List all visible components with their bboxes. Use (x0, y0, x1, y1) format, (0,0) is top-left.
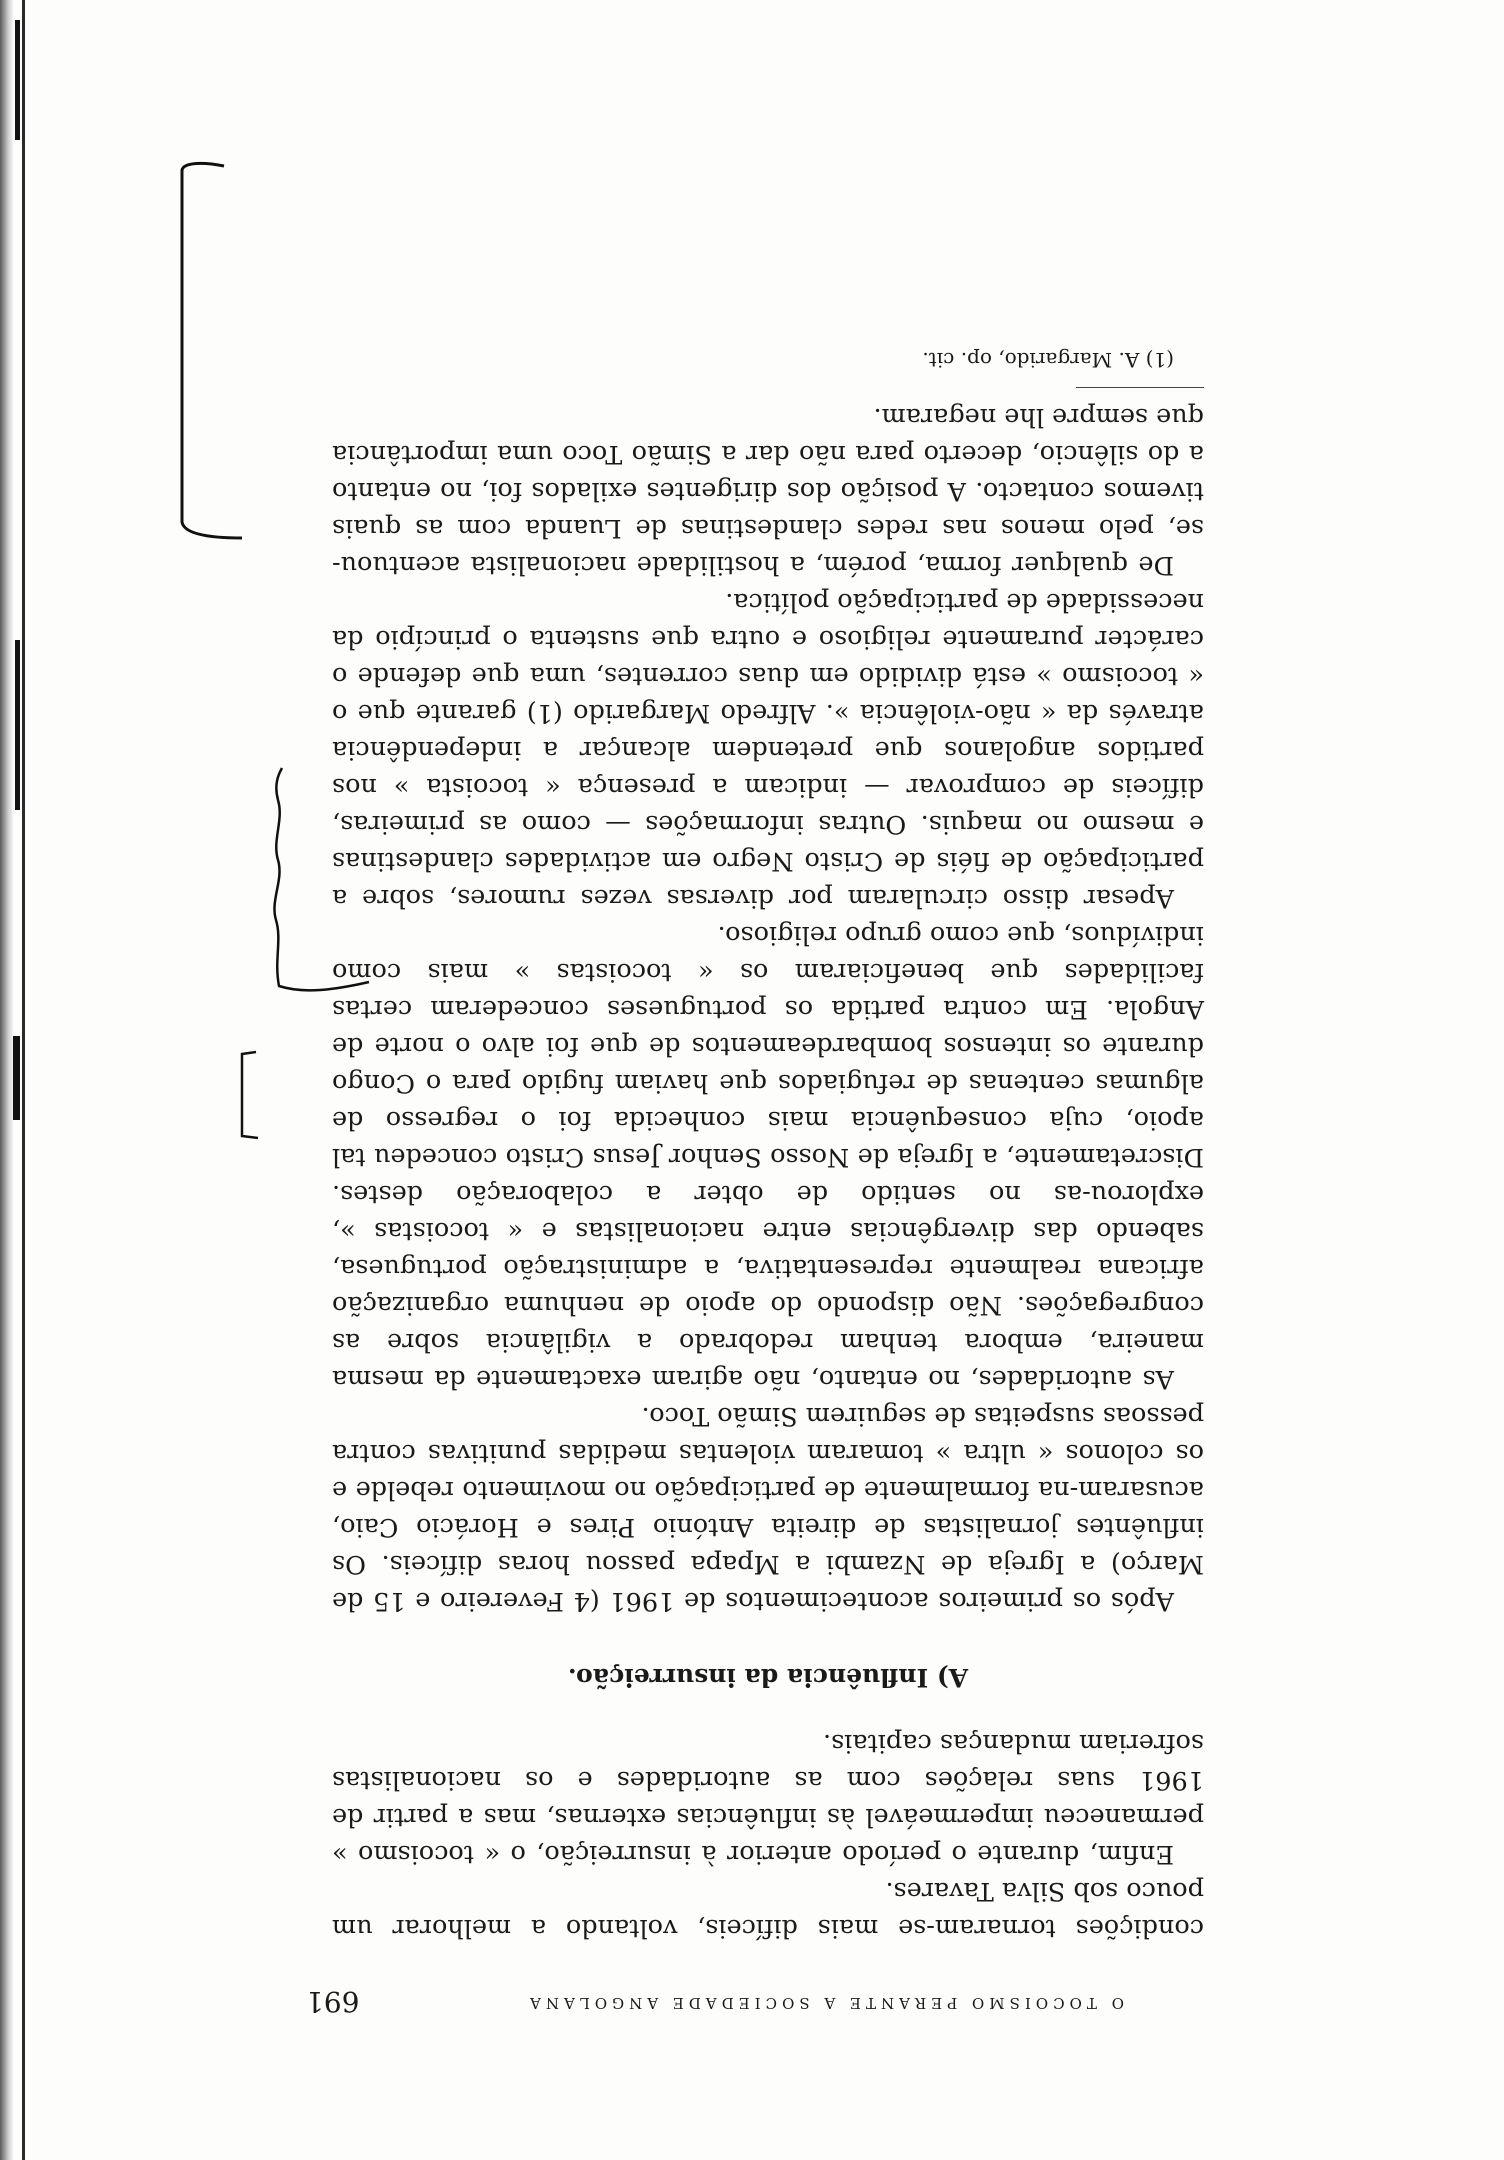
running-head (306, 1982, 1124, 2018)
paragraph: Após os primeiros acontecimentos de 1961 (4 Fevereiro e 15 de Março) a Igreja de Nzambi a Mpapa passou horas difíceis. Os influêntes jornalistas de direita António Pires e Horácio Caio, acusaram-na formalmente de participação no movimento rebelde e os colonos « ultra » tomaram violentas medidas punitivas contra pessoas suspeitas de seguirem Simão Toco. (332, 1401, 1204, 1616)
section-heading: A) Influência da insurreição. (567, 1663, 969, 1692)
scan-edge-shadow (0, 0, 14, 2160)
handwritten-squiggle-mark (254, 760, 374, 1000)
paragraph: Apesar disso circularam por diversas vezes rumores, sobre a participação de fiéis de Cristo Negro em actividades clandestinas e mesmo no maquis. Outras informações — como as primeiras, difíceis de comprovar — indicam a presença « tocoista » nos partidos angolanos que pretendem alcançar a independência através da « não-violência ». Alfredo Margarido (1) garante que o « tocoismo » está dividido em duas correntes, uma que defende o carácter puramente religioso e outra que sustenta o princípio da necessidade de participação política. (332, 587, 1204, 913)
paragraph: De qualquer forma, porém, a hostilidade nacionalista acentuou-se, pelo menos nas redes clandestinas de Luanda com as quais tivemos contacto. A posição dos dirigentes exilados foi, no entanto a do silêncio, decerto para não dar a Simão Toco uma importância que sempre lhe negaram. (332, 402, 1204, 580)
handwritten-bracket-mark (164, 160, 264, 540)
edge-mark (15, 640, 20, 810)
left-margin-rule (22, 0, 25, 2160)
paragraph: As autoridades, no entanto, não agiram exactamente da mesma maneira, embora tenham redobrado a vigilância sobre as congregações. Não dispondo do apoio de nenhuma organização africana realmente representativa, a administração portuguesa, sabendo das divergências entre nacionalistas e « tocoistas », explorou-as no sentido de obter a colaboração destes. Discretamente, a Igreja de Nosso Senhor Jesus Cristo concedeu tal apoio, cuja consequência mais conhecida foi o regresso de algumas centenas de refugiados que haviam fugido para o Congo durante os intensos bombardeamentos de que foi alvo o norte de Angola. Em contra partida os portugueses concederam certas facilidades que beneficiaram os « tocoistas » mais como indivíduos, que como grupo religioso. (332, 920, 1204, 1394)
paragraph: Enfim, durante o período anterior à insurreição, o « tocoismo » permaneceu impermeável às influências externas, mas a partir de 1961 suas relações com as autoridades e os nacionalistas sofreriam mudanças capitais. (332, 1728, 1204, 1869)
edge-mark (13, 1036, 20, 1120)
page-number: 691 (306, 1985, 360, 2018)
edge-mark (15, 20, 20, 140)
handwritten-margin-bracket (184, 1050, 264, 1140)
running-head-title: O TOCOISMO PERANTE A SOCIEDADE ANGOLANA (525, 1994, 1124, 2012)
paragraph: condições tornaram-se mais difíceis, voltando a melhorar um pouco sob Silva Tavares. (332, 1876, 1204, 1943)
footnote: (1) A. Margarido, op. cit. (922, 348, 1174, 372)
body-text (332, 347, 1204, 1946)
footnote-separator (1076, 387, 1204, 388)
